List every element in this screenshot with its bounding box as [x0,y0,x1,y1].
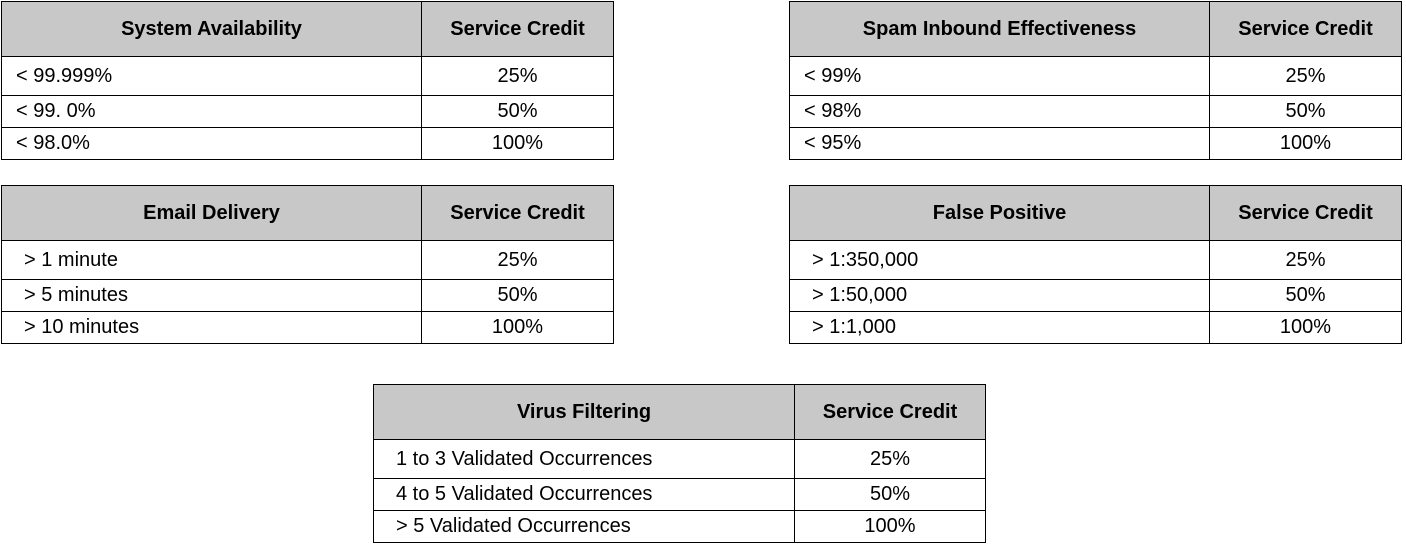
table-row [374,511,986,543]
metric-cell: > 5 Validated Occurrences [374,511,795,543]
credit-header: Service Credit [1210,2,1402,57]
credit-cell: 50% [422,96,614,128]
table-row [2,280,614,312]
table-row [2,312,614,344]
table-row [2,128,614,160]
metric-header: Email Delivery [2,186,422,241]
metric-cell: 1 to 3 Validated Occurrences [374,440,795,479]
metric-cell: > 1:1,000 [790,312,1210,344]
credit-cell: 100% [422,128,614,160]
false-positive-table [789,185,1402,344]
credit-cell: 50% [1210,280,1402,312]
credit-cell: 25% [795,440,986,479]
metric-cell: 4 to 5 Validated Occurrences [374,479,795,511]
email-delivery-table [1,185,614,344]
credit-cell: 25% [1210,241,1402,280]
metric-cell: < 98.0% [2,128,422,160]
credit-cell: 100% [795,511,986,543]
credit-header: Service Credit [1210,186,1402,241]
metric-header: Spam Inbound Effectiveness [790,2,1210,57]
table-row [2,57,614,96]
metric-cell: < 99. 0% [2,96,422,128]
credit-cell: 25% [422,57,614,96]
table-row [2,241,614,280]
table-header-row [790,186,1402,241]
metric-cell: < 99.999% [2,57,422,96]
metric-header: System Availability [2,2,422,57]
credit-header: Service Credit [422,186,614,241]
metric-cell: > 5 minutes [2,280,422,312]
metric-header: False Positive [790,186,1210,241]
spam-inbound-effectiveness-table [789,1,1402,160]
table-row [790,241,1402,280]
metric-cell: > 10 minutes [2,312,422,344]
table-header-row [2,186,614,241]
table-row [2,96,614,128]
credit-cell: 100% [1210,128,1402,160]
credit-cell: 50% [1210,96,1402,128]
metric-cell: > 1:50,000 [790,280,1210,312]
metric-cell: < 98% [790,96,1210,128]
table-row [790,96,1402,128]
credit-cell: 100% [422,312,614,344]
metric-cell: > 1:350,000 [790,241,1210,280]
metric-cell: < 99% [790,57,1210,96]
table-header-row [2,2,614,57]
credit-cell: 25% [1210,57,1402,96]
table-row [790,312,1402,344]
system-availability-table [1,1,614,160]
virus-filtering-table [373,384,986,543]
metric-cell: < 95% [790,128,1210,160]
table-row [790,280,1402,312]
table-header-row [790,2,1402,57]
credit-header: Service Credit [422,2,614,57]
credit-cell: 50% [422,280,614,312]
credit-header: Service Credit [795,385,986,440]
credit-cell: 50% [795,479,986,511]
table-header-row [374,385,986,440]
metric-cell: > 1 minute [2,241,422,280]
table-row [374,479,986,511]
table-row [374,440,986,479]
credit-cell: 100% [1210,312,1402,344]
metric-header: Virus Filtering [374,385,795,440]
table-row [790,128,1402,160]
credit-cell: 25% [422,241,614,280]
table-row [790,57,1402,96]
